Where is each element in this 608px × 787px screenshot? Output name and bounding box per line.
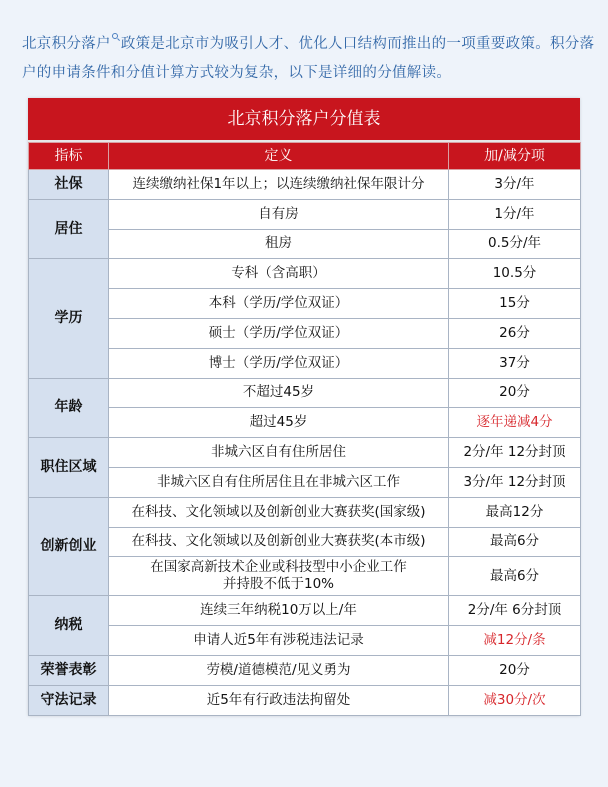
- category-cell: 居住: [29, 199, 109, 259]
- score-cell: 20分: [449, 655, 581, 685]
- score-cell: 最高6分: [449, 527, 581, 557]
- category-cell: 荣誉表彰: [29, 655, 109, 685]
- definition-cell: 非城六区自有住所居住且在非城六区工作: [109, 467, 449, 497]
- table-row: [29, 685, 581, 715]
- score-cell: 20分: [449, 378, 581, 408]
- score-cell: 2分/年 12分封顶: [449, 438, 581, 468]
- table-title: 北京积分落户分值表: [28, 98, 580, 142]
- intro-text: 政策是北京市为吸引人才、优化人口结构而推出的一项重要政策。积分落户的申请条件和分值计算方式较为复杂，以下是详细的分值解读。: [22, 36, 595, 81]
- score-table: [28, 142, 581, 716]
- search-icon[interactable]: [112, 30, 120, 40]
- table-row: [29, 626, 581, 656]
- category-cell: 守法记录: [29, 685, 109, 715]
- definition-cell: 非城六区自有住所居住: [109, 438, 449, 468]
- table-row: [29, 408, 581, 438]
- score-cell: 1分/年: [449, 199, 581, 229]
- score-cell: 3分/年: [449, 170, 581, 200]
- intro-paragraph: [22, 30, 602, 88]
- category-cell: 学历: [29, 259, 109, 378]
- score-cell: 37分: [449, 348, 581, 378]
- category-cell: 创新创业: [29, 497, 109, 596]
- definition-cell: 自有房: [109, 199, 449, 229]
- header-definition: 定义: [109, 143, 449, 170]
- definition-cell: 租房: [109, 229, 449, 259]
- score-cell: 减30分/次: [449, 685, 581, 715]
- definition-cell: 超过45岁: [109, 408, 449, 438]
- score-cell: 逐年递减4分: [449, 408, 581, 438]
- score-cell: 10.5分: [449, 259, 581, 289]
- table-row: [29, 289, 581, 319]
- table-row: [29, 557, 581, 596]
- table-row: [29, 378, 581, 408]
- definition-cell: 本科（学历/学位双证）: [109, 289, 449, 319]
- score-cell: 最高12分: [449, 497, 581, 527]
- definition-cell: [109, 557, 449, 596]
- table-row: [29, 655, 581, 685]
- definition-cell: 博士（学历/学位双证）: [109, 348, 449, 378]
- definition-cell: 专科（含高职）: [109, 259, 449, 289]
- table-row: [29, 170, 581, 200]
- definition-cell: 近5年有行政违法拘留处: [109, 685, 449, 715]
- score-cell: 2分/年 6分封顶: [449, 596, 581, 626]
- definition-cell: 在科技、文化领域以及创新创业大赛获奖(国家级): [109, 497, 449, 527]
- score-cell: 3分/年 12分封顶: [449, 467, 581, 497]
- table-row: [29, 596, 581, 626]
- table-row: [29, 467, 581, 497]
- header-score: 加/减分项: [449, 143, 581, 170]
- table-header-row: [29, 143, 581, 170]
- score-cell: 15分: [449, 289, 581, 319]
- definition-line-1: 在国家高新技术企业或科技型中小企业工作: [150, 559, 407, 576]
- score-cell: 最高6分: [449, 557, 581, 596]
- table-row: [29, 438, 581, 468]
- category-cell: 纳税: [29, 596, 109, 656]
- score-table-card: [28, 98, 580, 716]
- category-cell: 职住区域: [29, 438, 109, 498]
- table-row: [29, 527, 581, 557]
- category-cell: 社保: [29, 170, 109, 200]
- category-cell: 年龄: [29, 378, 109, 438]
- score-cell: 0.5分/年: [449, 229, 581, 259]
- definition-cell: 申请人近5年有涉税违法记录: [109, 626, 449, 656]
- definition-cell: 不超过45岁: [109, 378, 449, 408]
- definition-line-2: 并持股不低于10%: [222, 576, 334, 593]
- definition-cell: 劳模/道德模范/见义勇为: [109, 655, 449, 685]
- table-row: [29, 229, 581, 259]
- header-indicator: 指标: [29, 143, 109, 170]
- definition-cell: 连续三年纳税10万以上/年: [109, 596, 449, 626]
- table-row: [29, 348, 581, 378]
- definition-cell: 在科技、文化领域以及创新创业大赛获奖(本市级): [109, 527, 449, 557]
- intro-link-text[interactable]: 北京积分落户: [22, 36, 111, 52]
- table-row: [29, 259, 581, 289]
- definition-cell: 连续缴纳社保1年以上；以连续缴纳社保年限计分: [109, 170, 449, 200]
- table-row: [29, 199, 581, 229]
- table-row: [29, 497, 581, 527]
- definition-cell: 硕士（学历/学位双证）: [109, 318, 449, 348]
- table-row: [29, 318, 581, 348]
- score-cell: 26分: [449, 318, 581, 348]
- score-cell: 减12分/条: [449, 626, 581, 656]
